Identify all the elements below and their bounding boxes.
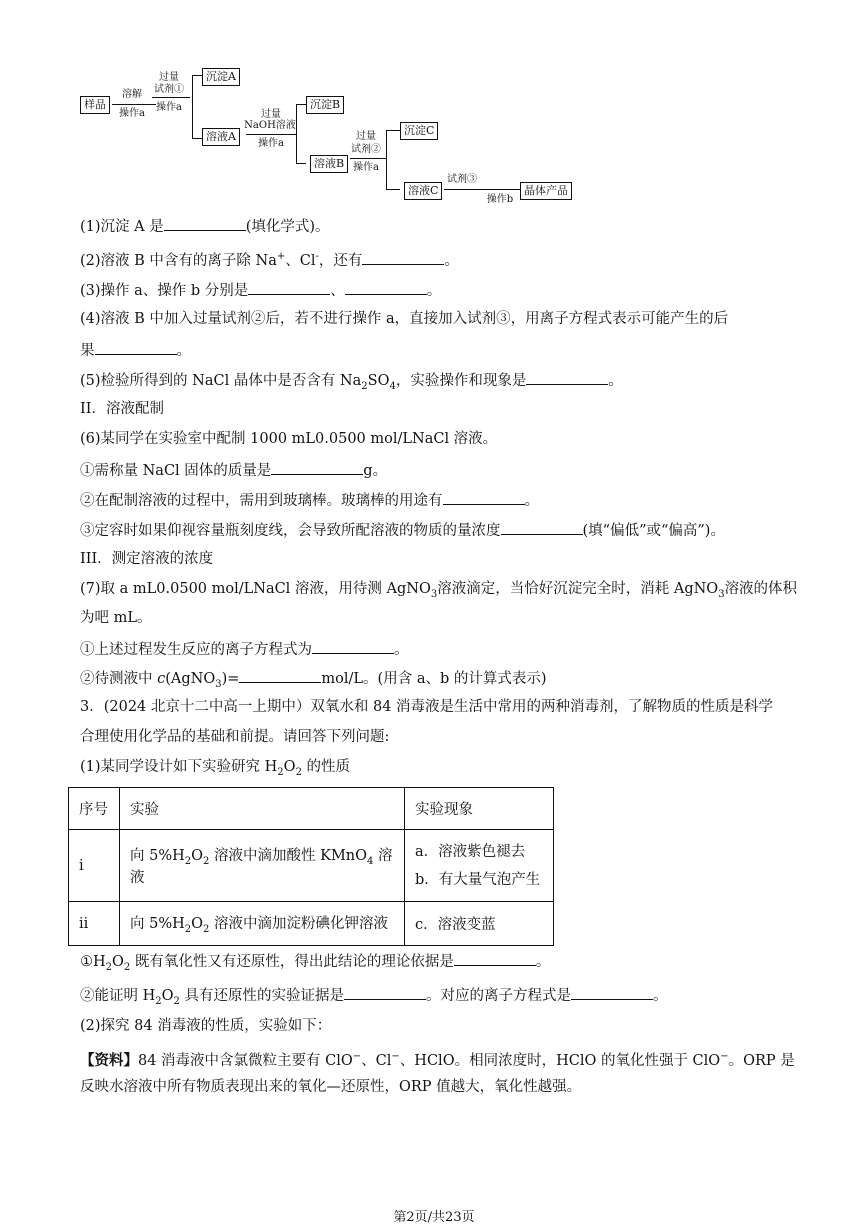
question-2: (2)溶液 B 中含有的离子除 Na+、Cl-，还有 。 (80, 247, 459, 271)
table-cell: 向 $5\%H_2O_2$ 溶液中滴加酸性 KMnO$_4$ 溶液 (120, 830, 405, 902)
reagent2-op-label: 操作a (353, 162, 379, 173)
table-cell: ii (69, 902, 120, 946)
question-6b: ②在配制溶液的过程中，需用到玻璃棒。玻璃棒的用途有 。 (80, 489, 539, 511)
branch-line (192, 75, 193, 139)
precip-c-box: 沉淀C (400, 122, 438, 140)
answer-blank (239, 667, 321, 683)
question-6: (6)某同学在实验室中配制 1000 mL0.0500 mol/LNaCl 溶液。 (80, 431, 498, 447)
question-5: (5)检验所得到的 NaCl 晶体中是否含有 $Na_2SO_4$，实验操作和现象是 。 (80, 369, 623, 397)
reagent1-op-label: 操作a (156, 102, 182, 113)
table-cell: c．溶液变蓝 (405, 902, 554, 946)
table-row (69, 902, 554, 946)
precip-a-box: 沉淀A (202, 68, 240, 86)
arrow-line (296, 163, 306, 164)
observation: a．溶液紫色褪去 (415, 843, 526, 860)
question-1: (1)沉淀 A 是 (填化学式)。 (80, 215, 330, 237)
question-6c: ③定容时如果仰视容量瓶刻度线，会导致所配溶液的物质的量浓度 (填“偏低”或“偏高”)。 (80, 519, 725, 541)
reagent1-name-label: 试剂① (154, 84, 184, 95)
arrow-line (480, 189, 520, 190)
problem-3-q1b: ②能证明 $H_2O_2$ 具有还原性的实验证据是 。对应的离子方程式是 。 (80, 984, 668, 1012)
problem-3-q1: (1)某同学设计如下实验研究 $H_2O_2$ 的性质 (80, 759, 351, 778)
problem-3-q1a: $①H_2O_2$ 既有氧化性又有还原性，得出此结论的理论依据是 。 (80, 950, 550, 978)
info-line2: 反映水溶液中所有物质表现出来的氧化—还原性，ORP 值越大，氧化性越强。 (80, 1079, 582, 1095)
observation: b．有大量气泡产生 (415, 871, 541, 888)
naoh-name-label: NaOH溶液 (244, 120, 296, 131)
table-header-row (69, 788, 554, 830)
table-header-cell: 实验 (120, 788, 405, 830)
table-header-cell: 实验现象 (405, 788, 554, 830)
table-cell: 向 $5\%H_2O_2$ 溶液中滴加淀粉碘化钾溶液 (120, 902, 405, 946)
question-6a: ①需称量 NaCl 固体的质量是 g。 (80, 459, 387, 481)
experiment-table (68, 787, 554, 946)
question-3: (3)操作 a、操作 b 分别是 、 。 (80, 279, 441, 301)
problem-3-line2: 合理使用化学品的基础和前提。请回答下列问题: (80, 729, 390, 745)
table-header-cell: 序号 (69, 788, 120, 830)
answer-blank (501, 519, 583, 535)
reagent1-over-label: 过量 (159, 72, 179, 83)
answer-blank (443, 489, 525, 505)
arrow-line (152, 97, 190, 98)
answer-blank (344, 984, 426, 1000)
answer-blank (95, 339, 177, 355)
problem-3-line1: 3．(2024 北京十二中高一上期中）双氧水和 84 消毒液是生活中常用的两种消毒剂，了解物质的性质是科学 (80, 699, 774, 715)
arrow-line (386, 189, 400, 190)
answer-blank (271, 459, 363, 475)
question-7-line1: (7)取 a mL0.0500 mol/LNaCl 溶液，用待测 AgNO$_3$溶液滴定，当恰好沉淀完全时，消耗 AgNO$_3$溶液的体积 (80, 581, 798, 600)
naoh-op-label: 操作a (258, 138, 284, 149)
info-line1: 【资料】84 消毒液中含氯微粒主要有 ClO−、Cl−、HClO。相同浓度时，HClO 的氧化性强于 ClO−。ORP 是 (80, 1051, 795, 1069)
question-7a: ①上述过程发生反应的离子方程式为 。 (80, 638, 409, 660)
op-b-label: 操作b (486, 194, 514, 205)
answer-blank (454, 950, 536, 966)
problem-3-q2: (2)探究 84 消毒液的性质，实验如下： (80, 1018, 332, 1034)
precip-b-box: 沉淀B (306, 96, 344, 114)
solution-c-box: 溶液C (404, 182, 442, 200)
answer-blank (571, 984, 653, 1000)
reagent2-name-label: 试剂② (351, 144, 381, 155)
question-7-line2: 为吧 mL。 (80, 610, 152, 626)
question-4-line1: (4)溶液 B 中加入过量试剂②后，若不进行操作 a，直接加入试剂③，用离子方程式表示可能产生的后 (80, 311, 729, 327)
section-2-heading: II．溶液配制 (80, 401, 164, 417)
arrow-line (192, 138, 202, 139)
arrow-line (444, 189, 480, 190)
dissolve-label: 溶解 (122, 89, 142, 100)
answer-blank (248, 279, 330, 295)
arrow-line (350, 158, 386, 159)
product-box: 晶体产品 (520, 182, 572, 200)
arrow-line (246, 134, 296, 135)
table-cell: i (69, 830, 120, 902)
section-3-heading: III．测定溶液的浓度 (80, 551, 214, 567)
arrow-line (296, 104, 306, 105)
answer-blank (345, 279, 427, 295)
answer-blank (526, 369, 608, 385)
page-footer: 第2页/共23页 (393, 1210, 475, 1225)
arrow-line (192, 75, 202, 76)
table-row (69, 830, 554, 902)
table-cell (405, 830, 554, 902)
answer-blank (312, 638, 394, 654)
branch-line (386, 130, 387, 190)
reagent3-name-label: 试剂③ (447, 174, 477, 185)
question-4-line2: 果 。 (80, 339, 191, 361)
sample-box: 样品 (80, 96, 110, 114)
branch-line (296, 104, 297, 164)
answer-blank (164, 215, 246, 231)
reagent2-over-label: 过量 (356, 131, 376, 142)
naoh-over-label: 过量 (261, 109, 281, 120)
question-7b: ②待测液中 c(AgNO$_3$)= mol/L。(用含 a、b 的计算式表示) (80, 667, 547, 695)
solution-b-box: 溶液B (310, 155, 348, 173)
solution-a-box: 溶液A (202, 128, 240, 146)
arrow-line (386, 130, 400, 131)
answer-blank (362, 249, 444, 265)
op-label: 操作a (119, 108, 145, 119)
